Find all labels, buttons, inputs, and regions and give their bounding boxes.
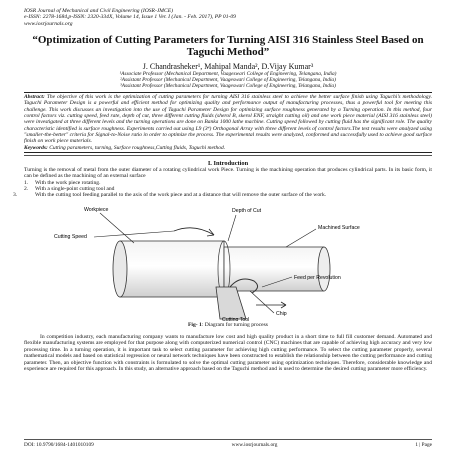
list-item: 1. With the work piece rotating. bbox=[24, 179, 101, 186]
journal-website[interactable]: www.iosrjournals.org bbox=[24, 20, 73, 27]
label-feed: Feed per Revolution bbox=[294, 274, 341, 281]
figure-caption-label: Fig- 1 bbox=[187, 321, 202, 328]
intro-paragraph-1: Turning is the removal of metal from the outer diameter of a rotating cylindrical work Piece. Turning is the machining operation that produces cylindrical parts. In its basic form, it can be defined as the machining of an external surface bbox=[24, 166, 432, 180]
cutting-tool bbox=[216, 287, 246, 319]
intro-paragraph-2: In competition industry, each manufacturing company wants to manufacture low cost and high quality product in a short time to full fill customer demand. Automated and flexible manufacturing systems are employed for that purpose along with computerized numerical control (CNC) machines that are capable of achieving high accuracy and very low processing time. In a turning operation, it is important task to select cutting parameter for achieving high cutting performance. To select the cutting parameter properly, several mathematical models and based on statistical regression or neural network techniques have been constructed to establish the relationship between the cutting performance and cutting parameter. Then, an objective function with constraints is formulated to solve the optimal cutting parameter using optimization techniques. Therefore, considerable knowledge and experience are required for this approach. In this study, an alternative approach based on the Taguchi method and is used to determine the desired cutting parameter more efficiency. bbox=[24, 333, 432, 372]
label-machined-surface: Machined Surface bbox=[318, 224, 360, 231]
paper-title: “Optimization of Cutting Parameters for Turning AISI 316 Stainless Steel Based on Taguchi Method” bbox=[32, 33, 424, 59]
keywords-text: Cutting parameters, turning, Surface roughness,Cutting fluids, Taguchi method. bbox=[49, 144, 226, 151]
figure-caption bbox=[24, 322, 432, 328]
footer-page: 1 | Page bbox=[415, 442, 432, 448]
label-chip: Chip bbox=[276, 310, 287, 317]
keywords bbox=[24, 145, 432, 151]
section-heading-introduction: I. Introduction bbox=[207, 159, 249, 167]
figure-caption-text: : Diagram for turning process bbox=[201, 321, 268, 328]
page-footer bbox=[24, 439, 432, 448]
footer-site[interactable]: www.iosrjournals.org bbox=[231, 442, 278, 448]
label-cutting-tool: Cutting Tool bbox=[222, 316, 250, 321]
footer-doi: DOI: 10.9790/1684-1401010109 bbox=[24, 442, 94, 448]
journal-name: IOSR Journal of Mechanical and Civil Engineering (IOSR-JMCE) bbox=[24, 8, 173, 14]
workpiece-end-right bbox=[318, 247, 330, 291]
turning-list bbox=[13, 179, 432, 199]
list-item: 3. With the cutting tool feeding parallel to the axis of the work piece and at a distance that will remove the outer surface of the work. bbox=[13, 192, 327, 199]
label-workpiece: Workpiece bbox=[84, 206, 109, 213]
abstract-label: Abstract: bbox=[24, 94, 45, 101]
paper-authors: J. Chandrasheker¹, Mahipal Manda², D.Vijay Kumar³ bbox=[142, 61, 314, 71]
paper-page bbox=[13, 8, 433, 448]
abstract-box bbox=[24, 92, 432, 153]
machined-section bbox=[224, 247, 324, 291]
divider bbox=[24, 155, 432, 156]
journal-header bbox=[24, 8, 432, 27]
turning-diagram bbox=[24, 201, 432, 321]
workpiece-end-left bbox=[113, 241, 127, 297]
affiliations bbox=[24, 71, 432, 89]
journal-issn: e-ISSN: 2278-1684,p-ISSN: 2320-334X, Volume 14, Issue 1 Ver. I (Jan. - Feb. 2017), PP 01-09 bbox=[24, 14, 236, 21]
affiliation-3: ³Assistant Professor (Mechanical Department, Vaageswari College of Engineering, Telangana, India) bbox=[120, 83, 336, 90]
turning-diagram-svg bbox=[24, 201, 432, 321]
list-item: 2. With a single-point cutting tool and bbox=[24, 186, 115, 193]
abstract bbox=[24, 94, 432, 144]
label-depth-of-cut: Depth of Cut bbox=[232, 207, 262, 214]
affiliation-2: ²Assistant Professor (Mechanical Department, Vaageswari College of Engineering, Telangana, India) bbox=[120, 76, 336, 83]
affiliation-1: ¹Associate Professor (Mechanical Department, Vaageswari College of Engineering, Telangana, India) bbox=[119, 70, 337, 77]
label-cutting-speed: Cutting Speed bbox=[54, 233, 87, 240]
workpiece-shape bbox=[120, 241, 224, 297]
abstract-text: The objective of this work is the optimization of cutting parameters for turning AISI 316 stainless steel to achieve the better surface finish using Taguchi’s methodology. Taguchi Parameter Design is a powerful and efficient method for optimizing quality and performance output of manufacturing processes, thus a powerful tool for meeting this challenge. This work discusses an investigation into the use of Taguchi Parameter Design for optimizing surface roughness generated by a Turning operation. In this method, four control factors viz. cutting speed, feed rate, depth of cut, three different cutting fluids (sherol B, skerol ENF, straight cutting oil) and one work piece material (AISI 316 stainless steel) were investigated at three different levels and the turning operations are done on Banka 1000 lathe machine. Cutting speed followed by cutting fluid has the significant role. The quality characteristic identified is surface roughness. Experiments carried out using L9 (3⁴) Orthogonal Array with three different levels of control factors.The test results were analyzed using "smaller-the-better" criteria for Signal-to-Noise ratio in order to optimize the process. The experimental results were analyzed, conformed and successfully used to achieve good surface finish on work piece materials. bbox=[24, 94, 433, 145]
keywords-label: Keywords: bbox=[24, 144, 48, 151]
rotation-arrow bbox=[174, 228, 214, 235]
